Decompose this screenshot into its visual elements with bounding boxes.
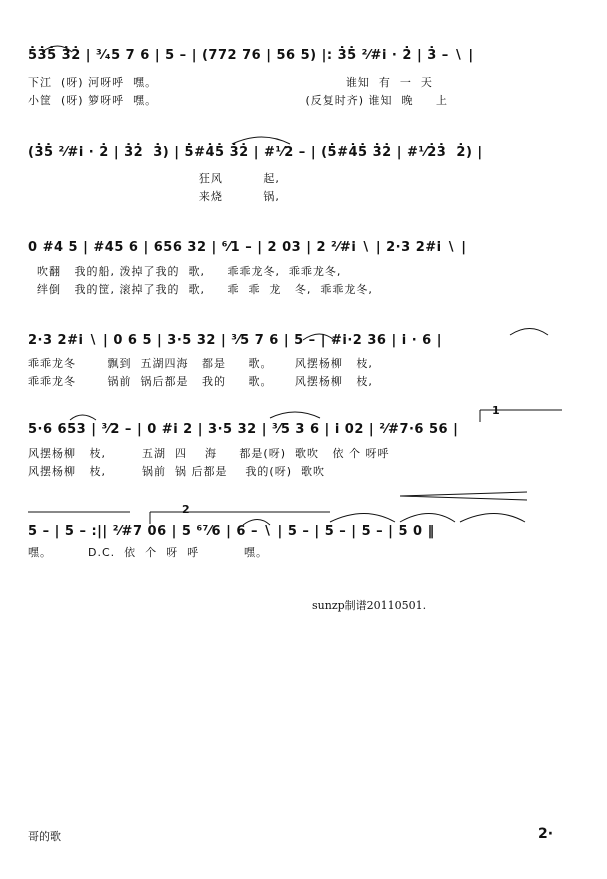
notes-row: 5 – | 5 – :|| ²⁄#7 06 | 5 ⁶⁷⁄6 | 6 – ∖ | 5 – | 5 – | 5 – | 5 0 ‖ (28, 524, 435, 539)
slur (232, 137, 290, 144)
lyrics-row: 下江 (呀) 河呀呼 嘿。 谁知 有 一 天 (28, 76, 433, 89)
lyrics-row: 狂风 起, (28, 172, 280, 185)
lyrics-row: 来烧 锅, (28, 190, 280, 203)
page-number: 2· (538, 826, 554, 842)
volta-1-label: 1 (492, 404, 501, 417)
lyrics-row: 绊倒 我的筐, 滚掉了我的 歌, 乖 乖 龙 冬, 乖乖龙冬, (28, 283, 373, 296)
slur (460, 514, 525, 523)
slur (70, 415, 96, 420)
notes-row: 5·6 653 | ³⁄2 – | 0 #i 2 | 3·5 32 | ³⁄5 3 6 | i 02 | ²⁄#7·6 56 | (28, 422, 459, 437)
transcriber-credit: sunzp制谱20110501. (312, 599, 427, 612)
notes-row: 0 #4 5 | #45 6 | 656 32 | ⁶⁄1 – | 2 03 | 2 ²⁄#i ∖ | 2·3 2#i ∖ | (28, 240, 467, 255)
volta-2-label: 2 (182, 503, 191, 516)
song-title-footer: 哥的歌 (28, 830, 61, 843)
notes-row: 2·3 2#i ∖ | 0 6 5 | 3·5 32 | ³⁄5 7 6 | 5 – | #i·2 36 | i · 6 | (28, 333, 442, 348)
slur (510, 329, 548, 336)
notes-row: 5̇3̇5̇ 3̇2̇ | ³⁄₄5 7 6 | 5 – | (772 76 | 56 5) |: 3̇5̇ ²⁄#i · 2̇ | 3̇ – ∖ | (28, 48, 474, 63)
slur (400, 514, 455, 523)
lyrics-row: 小筐 (呀) 箩呀呼 嘿。 (反复时齐) 谁知 晚 上 (28, 94, 449, 107)
lyrics-row: 乖乖龙冬 锅前 锅后都是 我的 歌。 风摆杨柳 枝, (28, 375, 373, 388)
lyrics-row: 吹翻 我的船, 泼掉了我的 歌, 乖乖龙冬, 乖乖龙冬, (28, 265, 342, 278)
decrescendo-hairpin (400, 492, 527, 500)
notes-row: (3̇5̇ ²⁄#i · 2̇ | 3̇2̇ 3̇) | 5̇#4̇5̇ 3̇2̇ | #¹⁄2 – | (5̇#4̇5̇ 3̇2̇ | #¹⁄2̇3̇ 2̇) | (28, 145, 483, 160)
lyrics-row: 嘿。 D.C. 依 个 呀 呼 嘿。 (28, 546, 269, 559)
slur (330, 514, 395, 523)
slur (270, 412, 320, 418)
lyrics-row: 风摆杨柳 枝, 锅前 锅 后都是 我的(呀) 歌吹 (28, 465, 326, 478)
lyrics-row: 风摆杨柳 枝, 五湖 四 海 都是(呀) 歌吹 依 个 呀呼 (28, 447, 390, 460)
lyrics-row: 乖乖龙冬 飘到 五湖四海 都是 歌。 风摆杨柳 枝, (28, 357, 373, 370)
